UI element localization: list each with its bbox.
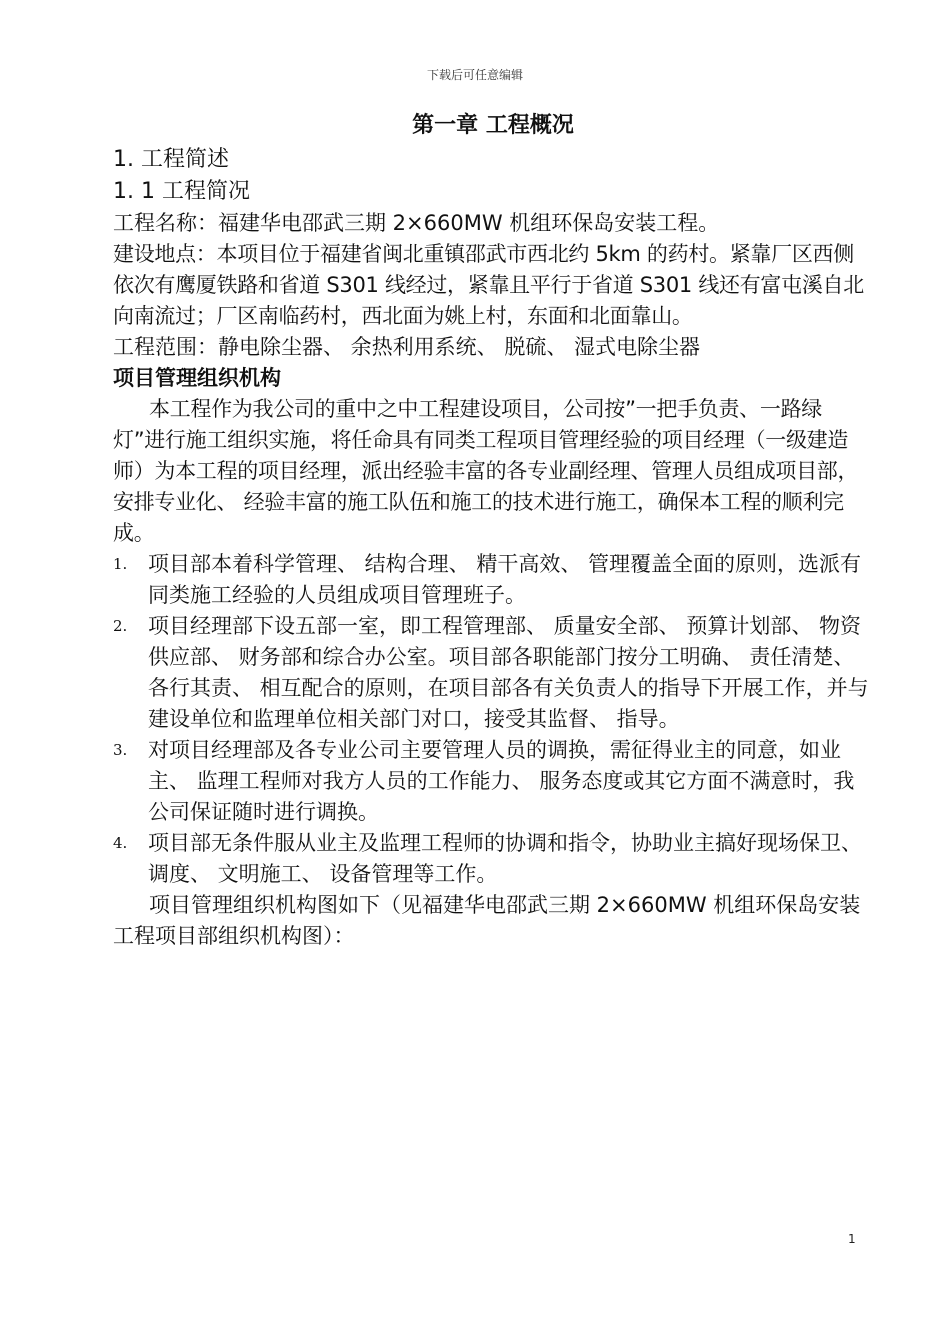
list-text: 对项目经理部及各专业公司主要管理人员的调换，需征得业主的同意，如业主、 监理工程师对我方人员的工作能力、 服务态度或其它方面不满意时，我公司保证随时进行调换。 [148, 738, 855, 824]
list-number: 2. [113, 617, 128, 635]
section-heading-1-1: 1. 1 工程简况 [113, 179, 250, 204]
chapter-title: 第一章 工程概况 [412, 113, 574, 138]
org-intro-paragraph: 本工程作为我公司的重中之中工程建设项目，公司按”一把手负责、一路绿灯”进行施工组织实施，将任命具有同类工程项目管理经验的项目经理（一级建造师）为本工程的项目经理，派出经验丰富的各专业副经理、管理人员组成项目部，安排专业化、 经验丰富的施工队伍和施工的技术进行施工，确保本工程的顺利完成。 [113, 397, 859, 545]
list-text: 项目部本着科学管理、 结构合理、 精干高效、 管理覆盖全面的原则，选派有同类施工经验的人员组成项目管理班子。 [148, 552, 862, 607]
list-item [113, 549, 873, 611]
project-name-paragraph: 工程名称：福建华电邵武三期 2×660MW 机组环保岛安装工程。 [113, 211, 720, 235]
list-number: 4. [113, 834, 128, 852]
list-text: 项目经理部下设五部一室，即工程管理部、 质量安全部、 预算计划部、 物资供应部、 财务部和综合办公室。项目部各职能部门按分工明确、 责任清楚、 各行其责、 相互配合的原则，在项目部各有关负责人的指导下开展工作，并与建设单位和监理单位相关部门对口，接受其监督、 指导。 [148, 614, 869, 731]
page-number: 1 [848, 1232, 856, 1246]
list-number: 3. [113, 741, 128, 759]
site-location-paragraph: 建设地点：本项目位于福建省闽北重镇邵武市西北约 5km 的药村。紧靠厂区西侧依次有鹰厦铁路和省道 S301 线经过，紧靠且平行于省道 S301 线还有富屯溪自北向南流过；厂区南临药村，西北面为姚上村，东面和北面靠山。 [113, 242, 864, 328]
document-body [113, 108, 873, 952]
list-item [113, 828, 873, 890]
section-heading-1: 1. 工程简述 [113, 147, 229, 172]
list-item [113, 611, 873, 735]
list-text: 项目部无条件服从业主及监理工程师的协调和指令，协助业主搞好现场保卫、 调度、 文明施工、 设备管理等工作。 [148, 831, 862, 886]
list-number: 1. [113, 555, 128, 573]
org-chart-note: 项目管理组织机构图如下（见福建华电邵武三期 2×660MW 机组环保岛安装工程项目部组织机构图）： [113, 893, 861, 948]
scope-paragraph: 工程范围：静电除尘器、 余热利用系统、 脱硫、 湿式电除尘器 [113, 335, 701, 359]
page-header-note: 下载后可任意编辑 [426, 68, 523, 82]
list-item [113, 735, 873, 828]
org-heading: 项目管理组织机构 [113, 366, 281, 390]
